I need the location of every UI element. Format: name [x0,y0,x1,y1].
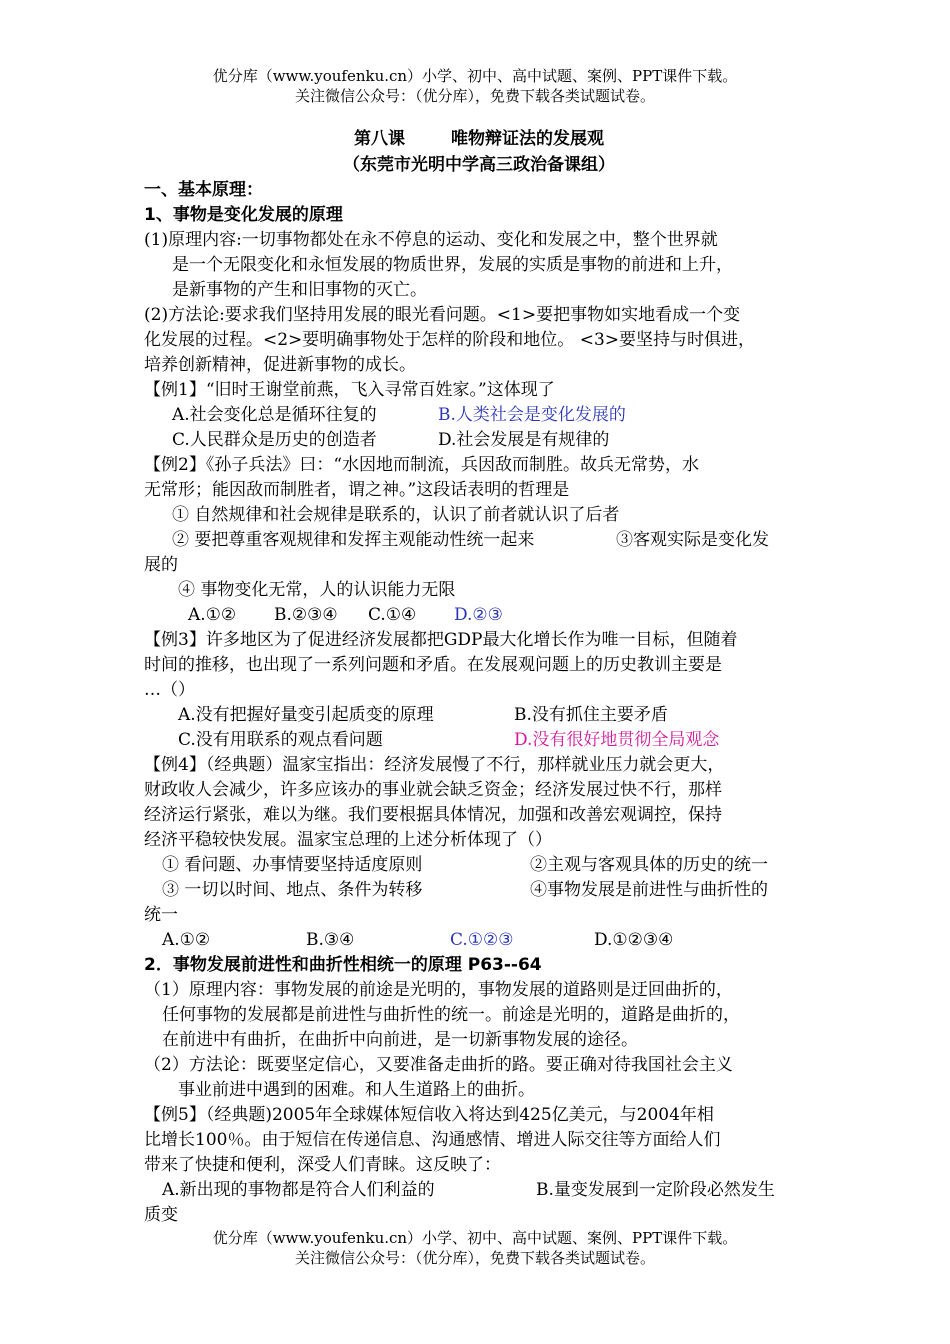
example-2-question: 【例2】《孙子兵法》曰：“水因地而制流，兵因敌而制胜。故兵无常势，水 [144,455,700,475]
statement-4: ④事物发展是前进性与曲折性的 [530,880,768,900]
page-header [0,66,950,106]
option-b-answer: B.人类社会是变化发展的 [438,405,626,425]
option-b: B.没有抓住主要矛盾 [514,705,668,725]
example-1-options-row [144,428,814,453]
option-c: C.①④ [368,605,417,625]
example-4-question: 经济平稳较快发展。温家宝总理的上述分析体现了（） [144,830,552,850]
paragraph-line: 是新事物的产生和旧事物的灭亡。 [172,280,427,300]
paragraph-line: 事业前进中遇到的困难。和人生道路上的曲折。 [178,1080,535,1100]
example-3-question: 【例3】许多地区为了促进经济发展都把GDP最大化增长作为唯一目标，但随着 [144,630,738,650]
paragraph-line: 培养创新精神，促进新事物的成长。 [144,355,416,375]
document-body [144,126,814,1228]
option-c: C.没有用联系的观点看问题 [178,730,383,750]
lesson-number: 第八课 [354,129,405,149]
paragraph-line: 任何事物的发展都是前进性与曲折性的统一。前途是光明的，道路是曲折的， [162,1005,740,1025]
statement-3-cont: 展的 [144,555,178,575]
subtitle [144,152,814,178]
paragraph-line: （2）方法论：既要坚定信心，又要准备走曲折的路。要正确对待我国社会主义 [144,1055,733,1075]
paragraph-line: 化发展的过程。<2>要明确事物处于怎样的阶段和地位。 <3>要坚持与时俱进， [144,330,756,350]
subsection-heading: 2．事物发展前进性和曲折性相统一的原理 P63--64 [144,955,542,975]
option-d: D.①②③④ [594,930,674,950]
example-1-options-row [144,403,814,428]
example-3-question: 时间的推移，也出现了一系列问题和矛盾。在发展观问题上的历史教训主要是 [144,655,722,675]
header-line-2: 关注微信公众号：（优分库），免费下载各类试题试卷。 [294,87,655,105]
option-d-answer: D.没有很好地贯彻全局观念 [514,730,720,750]
option-d: D.社会发展是有规律的 [438,430,610,450]
paragraph-line: 在前进中有曲折，在曲折中向前进，是一切新事物发展的途径。 [162,1030,638,1050]
option-b: B.②③④ [274,605,338,625]
statement-row [144,528,814,553]
statement-3: ③客观实际是变化发 [616,530,769,550]
header-line-1: 优分库（www.youfenku.cn）小学、初中、高中试题、案例、PPT课件下载。 [212,67,738,85]
school-name: （东莞市光明中学 [343,155,479,175]
paragraph-line: (2)方法论:要求我们坚持用发展的眼光看问题。<1>要把事物如实地看成一个变 [144,305,741,325]
footer-line-2: 关注微信公众号：（优分库），免费下载各类试题试卷。 [294,1249,655,1267]
paragraph-line: 是一个无限变化和永恒发展的物质世界，发展的实质是事物的前进和上升， [172,255,733,275]
example-5-question: 比增长100％。由于短信在传递信息、沟通感情、增进人际交往等方面给人们 [144,1130,721,1150]
example-5-question: 带来了快捷和便利，深受人们青睐。这反映了： [144,1155,501,1175]
paragraph-line: （1）原理内容：事物发展的前途是光明的，事物发展的道路则是迂回曲折的， [144,980,733,1000]
statement-4-cont: 统一 [144,905,178,925]
option-a: A.①② [162,930,211,950]
example-2-question: 无常形；能因敌而制胜者，谓之神。”这段话表明的哲理是 [144,480,570,500]
section-heading: 一、基本原理： [144,180,263,200]
example-3-question: …（） [144,680,195,700]
example-5-question: 【例5】（经典题)2005年全球媒体短信收入将达到425亿美元，与2004年相 [144,1105,714,1125]
statement-4: ④ 事物变化无常，人的认识能力无限 [178,580,456,600]
option-c-answer: C.①②③ [450,930,514,950]
option-a: A.社会变化总是循环往复的 [172,405,377,425]
example-5-options-row [144,1178,814,1203]
option-d-answer: D.②③ [454,605,503,625]
page-footer [0,1228,950,1268]
group-name: 高三政治备课组） [479,155,615,175]
example-4-options-row [144,928,814,953]
option-a: A.新出现的事物都是符合人们利益的 [162,1180,435,1200]
option-a: A.没有把握好量变引起质变的原理 [178,705,434,725]
statement-row [144,853,814,878]
option-b: B.量变发展到一定阶段必然发生 [536,1180,775,1200]
option-a: A.①② [188,605,237,625]
page-title [144,126,814,152]
footer-line-1: 优分库（www.youfenku.cn）小学、初中、高中试题、案例、PPT课件下载。 [212,1229,738,1247]
example-3-options-row [144,728,814,753]
statement-row [144,878,814,903]
statement-2: ②主观与客观具体的历史的统一 [530,855,768,875]
option-b-cont: 质变 [144,1205,178,1225]
example-1-question: 【例1】“旧时王谢堂前燕，飞入寻常百姓家。”这体现了 [144,380,555,400]
statement-3: ③ 一切以时间、地点、条件为转移 [162,880,423,900]
statement-1: ① 看问题、办事情要坚持适度原则 [162,855,423,875]
statement-1: ① 自然规律和社会规律是联系的，认识了前者就认识了后者 [172,505,620,525]
paragraph-line: (1)原理内容:一切事物都处在永不停息的运动、变化和发展之中，整个世界就 [144,230,718,250]
option-c: C.人民群众是历史的创造者 [172,430,377,450]
example-4-question: 经济运行紧张，难以为继。我们要根据具体情况，加强和改善宏观调控，保持 [144,805,722,825]
example-4-question: 财政收人会减少，许多应该办的事业就会缺乏资金；经济发展过快不行，那样 [144,780,722,800]
subsection-heading: 1、事物是变化发展的原理 [144,205,343,225]
example-2-options-row [144,603,814,628]
statement-2: ② 要把尊重客观规律和发挥主观能动性统一起来 [172,530,535,550]
option-b: B.③④ [306,930,355,950]
example-4-question: 【例4】（经典题）温家宝指出：经济发展慢了不行，那样就业压力就会更大， [144,755,725,775]
lesson-name: 唯物辩证法的发展观 [451,129,604,149]
example-3-options-row [144,703,814,728]
